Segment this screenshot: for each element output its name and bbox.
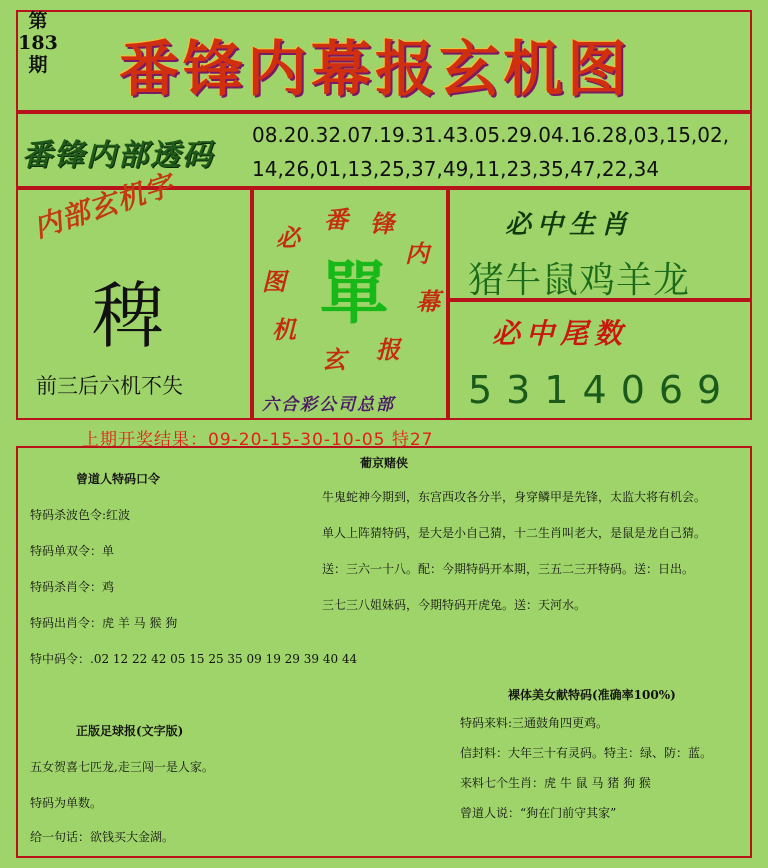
left-line: 特码单双令：单	[30, 544, 115, 558]
beauty-line: 曾道人说：“狗在门前守其家”	[460, 806, 617, 820]
left-line: 特中码令：.02 12 22 42 05 15 25 35 09 19 29 39 40 44	[30, 652, 358, 666]
right-line: 单人上阵猜特码，是大是小自己猜，十二生肖叫老大，是鼠是龙自己猜。	[322, 526, 707, 540]
company-name: 六合彩公司总部	[262, 395, 395, 415]
circle-char: 必	[276, 223, 300, 252]
right-line: 牛鬼蛇神今期到，东宫西攻各分半，身穿鳞甲是先锋，太监大将有机会。	[322, 490, 707, 504]
football-section-title: 正版足球报(文字版)	[76, 724, 184, 738]
issue-number: 第183期	[18, 10, 58, 76]
circle-char: 幕	[416, 287, 440, 316]
beauty-line: 来料七个生肖：虎 牛 鼠 马 猪 狗 猴	[460, 776, 651, 790]
left-line: 特码杀波色令:红波	[30, 508, 131, 522]
circle-char: 机	[272, 315, 296, 344]
circle-char: 玄	[322, 345, 346, 374]
insider-char: 稗	[92, 274, 165, 358]
center-char: 單	[320, 255, 389, 334]
last-result: 上期开奖结果：09-20-15-30-10-05 特27	[82, 430, 434, 450]
zodiac-list: 猪牛鼠鸡羊龙	[468, 260, 691, 301]
insider-label: 内部玄机字	[29, 167, 178, 245]
circle-char: 内	[405, 239, 429, 268]
beauty-line: 特码来料:三通鼓角四更鸡。	[460, 716, 609, 730]
pick-numbers	[252, 118, 752, 186]
left-line: 特码杀肖令：鸡	[30, 580, 115, 594]
pick-label: 番锋内部透码	[22, 138, 214, 173]
football-line: 五女贺喜七匹龙,走三闯一是人家。	[30, 760, 214, 774]
circle-char: 图	[262, 267, 286, 296]
circle-char: 锋	[370, 209, 394, 238]
circle-char: 报	[376, 335, 400, 364]
left-line: 特码出肖令：虎 羊 马 猴 狗	[30, 616, 178, 630]
right-section-title: 葡京赌侠	[360, 456, 409, 470]
beauty-line: 信封料：大年三十有灵码。特主：绿、防：蓝。	[460, 746, 713, 760]
left-section-title: 曾道人特码口令	[76, 472, 161, 486]
beauty-section-title: 裸体美女献特码(准确率100%)	[508, 688, 676, 702]
football-line: 给一句话：欲钱买大金湖。	[30, 830, 175, 844]
insider-saying: 前三后六机不失	[36, 374, 183, 398]
pick-numbers-line1: 08.20.32.07.19.31.43.05.29.04.16.28,03,15,02,	[252, 123, 730, 147]
right-line: 送：三六一十八。配：今期特码开本期，三五二三开特码。送：日出。	[322, 562, 695, 576]
football-line: 特码为单数。	[30, 796, 103, 810]
pick-numbers-line2: 14,26,01,13,25,37,49,11,23,35,47,22,34	[252, 157, 660, 181]
tail-title: 必中尾数	[492, 317, 629, 350]
circle-char: 番	[324, 205, 348, 234]
right-line: 三七三八姐妹码，今期特码开虎兔。送：天河水。	[322, 598, 587, 612]
tail-numbers: 5314069	[468, 368, 736, 412]
zodiac-title: 必中生肖	[505, 210, 634, 240]
main-title: 番锋内幕报玄机图	[119, 35, 631, 105]
